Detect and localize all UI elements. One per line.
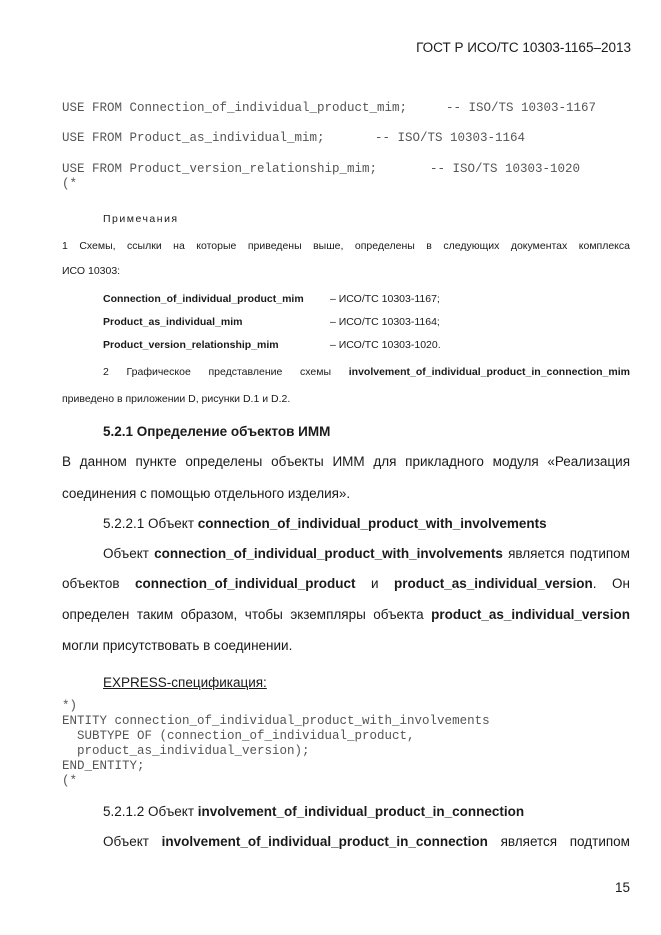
use-from-line: USE FROM Product_version_relationship_mim; — [62, 162, 378, 176]
section-heading: 5.2.1 Определение объектов ИММ — [103, 424, 331, 439]
notes-title: Примечания — [103, 213, 179, 225]
note-2-word: представление — [208, 366, 283, 378]
word: . — [592, 576, 597, 591]
word: подтипом — [569, 834, 630, 849]
note-2-word: Графическое — [126, 366, 191, 378]
word: подтипом — [569, 546, 630, 561]
use-from-comment: -- ISO/TS 10303-1020 — [430, 162, 581, 176]
note-2-word: схемы — [300, 366, 332, 378]
ref-schema-doc: – ИСО/ТС 10303-1020. — [330, 339, 441, 351]
comment-open: (* — [62, 177, 78, 191]
heading-entity: connection_of_individual_product_with_involvements — [197, 516, 547, 531]
word: образом, — [180, 607, 238, 622]
entity-name: product_as_individual_version — [393, 576, 593, 591]
entity-name: product_as_individual_version — [431, 607, 630, 622]
ref-schema-doc: – ИСО/ТС 10303-1164; — [330, 316, 440, 328]
heading-entity: involvement_of_individual_product_in_connection — [197, 804, 525, 819]
ref-schema-name: Product_as_individual_mim — [103, 316, 243, 328]
ref-schema-name: Product_version_relationship_mim — [103, 339, 279, 351]
paragraph-line — [62, 576, 630, 591]
note-2-line-1 — [103, 366, 630, 378]
paragraph-line: В данном пункте определены объекты ИММ для прикладного модуля «Реализация — [62, 454, 630, 469]
use-from-comment: -- ISO/TS 10303-1164 — [375, 131, 526, 145]
note-2-schema: involvement_of_individual_product_in_connection_mim — [348, 366, 630, 378]
entity-name: connection_of_individual_product — [134, 576, 356, 591]
paragraph-line: могли присутствовать в соединении. — [62, 638, 293, 653]
word: таким — [136, 607, 174, 622]
word: является — [508, 546, 565, 561]
word: Он — [612, 576, 630, 591]
express-label: EXPRESS-спецификация: — [103, 675, 267, 690]
word: объектов — [62, 576, 120, 591]
heading-prefix: 5.2.1.2 Объект — [103, 804, 195, 819]
use-from-comment: -- ISO/TS 10303-1167 — [446, 101, 597, 115]
page-number: 15 — [614, 880, 630, 895]
word: Объект — [103, 834, 149, 849]
note-2-line-2: приведено в приложении D, рисунки D.1 и D.2. — [62, 393, 291, 405]
word: определен — [62, 607, 130, 622]
paragraph-line: соединения с помощью отдельного изделия». — [62, 486, 351, 501]
subsection-heading — [103, 804, 524, 819]
document-header: ГОСТ Р ИСО/ТС 10303-1165–2013 — [416, 40, 631, 55]
paragraph-line — [62, 607, 630, 622]
paragraph-line — [103, 834, 630, 849]
use-from-line: USE FROM Product_as_individual_mim; — [62, 131, 325, 145]
ref-schema-name: Connection_of_individual_product_mim — [103, 293, 304, 305]
note-2-word: 2 — [103, 366, 109, 378]
paragraph-line — [103, 546, 630, 561]
subsection-heading — [103, 516, 547, 531]
note-1-line-1: 1 Схемы, ссылки на которые приведены выше, определены в следующих документах комплекса — [62, 240, 630, 252]
word: является — [500, 834, 558, 849]
word: Объект — [103, 546, 149, 561]
heading-prefix: 5.2.2.1 Объект — [103, 516, 195, 531]
word: экземпляры — [290, 607, 366, 622]
ref-schema-doc: – ИСО/ТС 10303-1167; — [330, 293, 440, 305]
express-code: *) ENTITY connection_of_individual_product_with_involvements SUBTYPE OF (connection_of_individual_product, product_as_individual_version); END_ENTITY; (* — [62, 699, 490, 788]
word: и — [370, 576, 379, 591]
entity-name: connection_of_individual_product_with_involvements — [154, 546, 503, 561]
entity-name: involvement_of_individual_product_in_connection — [161, 834, 488, 849]
word: объекта — [373, 607, 424, 622]
use-from-line: USE FROM Connection_of_individual_product_mim; — [62, 101, 408, 115]
note-1-line-2: ИСО 10303: — [62, 265, 121, 277]
entity-with-dot — [394, 576, 597, 591]
word: чтобы — [244, 607, 283, 622]
